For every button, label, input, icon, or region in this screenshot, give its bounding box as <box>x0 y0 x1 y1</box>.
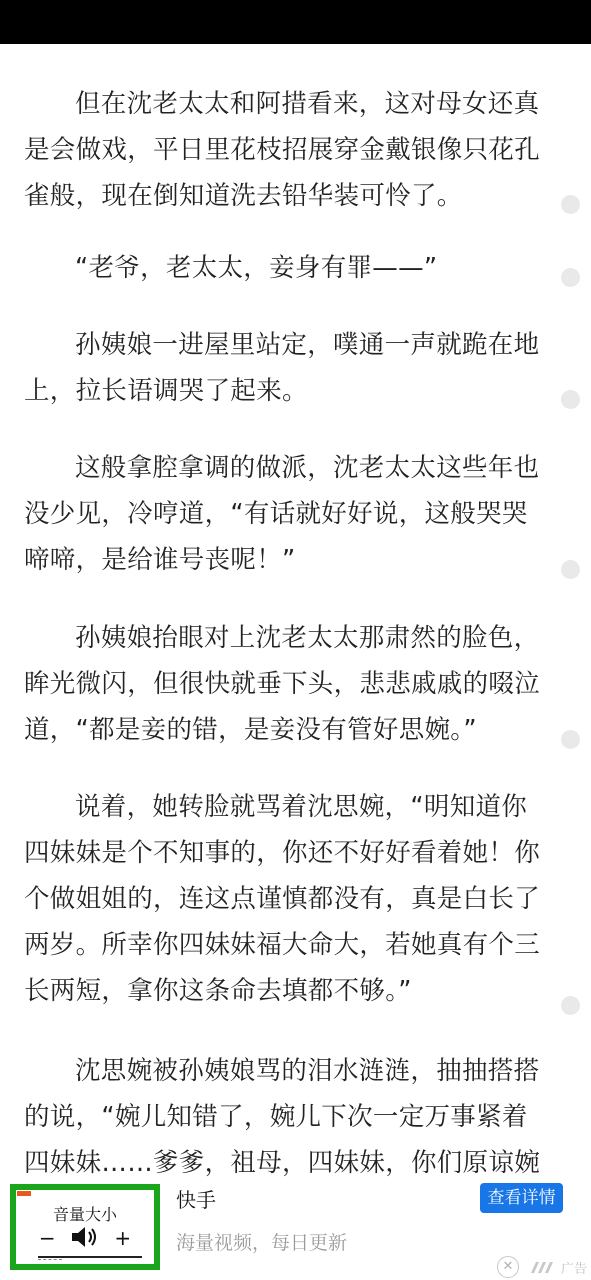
view-details-button[interactable]: 查看详情 <box>480 1183 563 1213</box>
ad-thumbnail-tag <box>17 1191 31 1196</box>
speaker-icon <box>70 1226 100 1248</box>
paragraph: 孙姨娘抬眼对上沈老太太那肃然的脸色，眸光微闪，但很快就垂下头，悲悲戚戚的啜泣道，“都是妾的错，是妾没有管好思婉。” <box>24 623 541 745</box>
ad-label: 广告 <box>561 1262 588 1277</box>
paragraph-comment-dot[interactable] <box>561 268 580 287</box>
ad-thumbnail-title: 音量大小 <box>52 1205 117 1224</box>
paragraph: 这般拿腔拿调的做派，沈老太太这些年也没少见，冷哼道，“有话就好好说，这般哭哭啼啼，是给谁号丧呢！” <box>24 453 540 575</box>
volume-minus: − <box>38 1226 56 1250</box>
reading-area[interactable] <box>0 44 591 1180</box>
paragraph: 说着，她转脸就骂着沈思婉，“明知道你四妹妹是个不知事的，你还不好好看着她！你个做姐姐的，连这点谨慎都没有，真是白长了两岁。所幸你四妹妹福大命大，若她真有个三长两短，拿你这条命去填都不够。” <box>24 792 541 1006</box>
volume-slider <box>38 1256 142 1258</box>
ad-banner[interactable] <box>0 1180 591 1280</box>
paragraph-comment-dot[interactable] <box>561 390 580 409</box>
ad-app-name[interactable]: 快手 <box>176 1188 216 1212</box>
volume-controls <box>16 1226 154 1250</box>
paragraph: 沈思婉被孙姨娘骂的泪水涟涟，抽抽搭搭的说，“婉儿知错了，婉儿下次一定万事紧着四妹妹……爹爹，祖母，四妹妹，你们原谅婉 <box>24 1056 541 1178</box>
paragraph: 但在沈老太太和阿措看来，这对母女还真是会做戏，平日里花枝招展穿金戴银像只花孔雀般，现在倒知道洗去铅华装可怜了。 <box>24 89 541 211</box>
paragraph: “老爷，老太太，妾身有罪——” <box>75 253 438 283</box>
ad-network-logo-icon <box>530 1260 556 1274</box>
ad-description[interactable]: 海量视频，每日更新 <box>176 1232 348 1254</box>
status-bar <box>0 0 591 44</box>
close-icon[interactable]: ✕ <box>497 1256 519 1278</box>
paragraph-comment-dot[interactable] <box>561 996 580 1015</box>
paragraph-comment-dot[interactable] <box>561 730 580 749</box>
paragraph-comment-dot[interactable] <box>561 195 580 214</box>
paragraph-comment-dot[interactable] <box>561 560 580 579</box>
volume-plus: + <box>114 1226 132 1250</box>
ad-thumbnail[interactable] <box>10 1184 160 1270</box>
paragraph: 孙姨娘一进屋里站定，噗通一声就跪在地上，拉长语调哭了起来。 <box>24 330 540 406</box>
